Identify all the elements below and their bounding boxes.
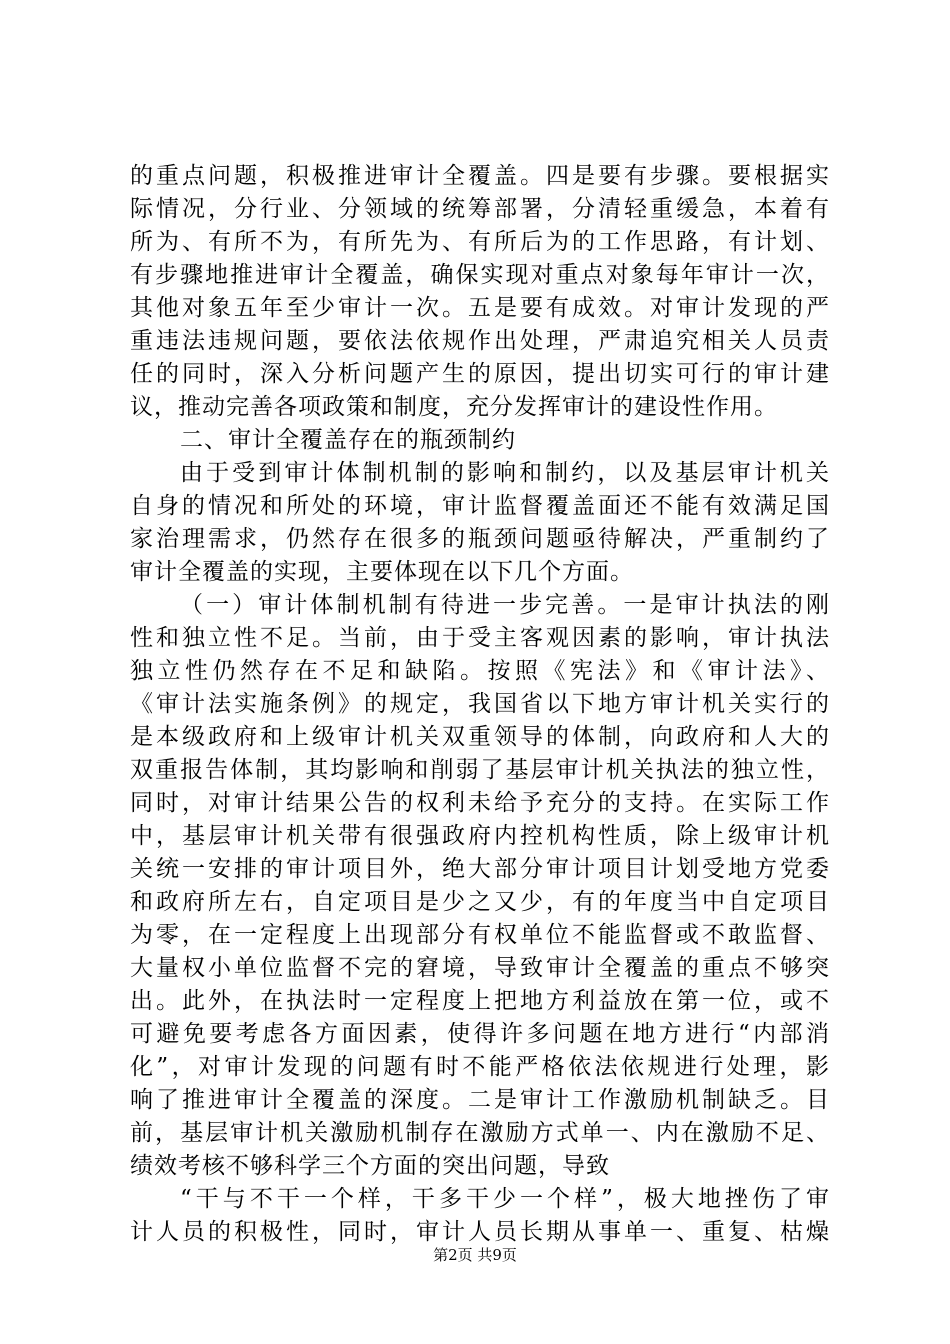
text-line: 任的同时，深入分析问题产生的原因，提出切实可行的审计建	[130, 361, 830, 387]
text-line: 二、审计全覆盖存在的瓶颈制约	[180, 427, 516, 453]
text-line: 家治理需求，仍然存在很多的瓶颈问题亟待解决，严重制约了	[130, 526, 830, 552]
text-line: 化”，对审计发现的问题有时不能严格依法依规进行处理，影	[130, 1054, 830, 1080]
text-line: 的重点问题，积极推进审计全覆盖。四是要有步骤。要根据实	[130, 163, 830, 189]
text-line: 际情况，分行业、分领域的统筹部署，分清轻重缓急，本着有	[130, 196, 830, 222]
text-line: 议，推动完善各项政策和制度，充分发挥审计的建设性作用。	[130, 394, 778, 420]
text-line: 响了推进审计全覆盖的深度。二是审计工作激励机制缺乏。目	[130, 1087, 830, 1113]
text-line: 独立性仍然存在不足和缺陷。按照《宪法》和《审计法》、	[130, 658, 830, 684]
text-line: 双重报告体制，其均影响和削弱了基层审计机关执法的独立性，	[130, 757, 830, 783]
text-line: “干与不干一个样，干多干少一个样”，极大地挫伤了审	[180, 1186, 830, 1212]
document-body	[130, 160, 830, 1249]
text-line: 由于受到审计体制机制的影响和制约，以及基层审计机关	[180, 460, 830, 486]
text-line: 和政府所左右，自定项目是少之又少，有的年度当中自定项目	[130, 889, 830, 915]
text-line: 有步骤地推进审计全覆盖，确保实现对重点对象每年审计一次，	[130, 262, 830, 288]
text-line: 可避免要考虑各方面因素，使得许多问题在地方进行“内部消	[130, 1021, 830, 1047]
text-line: 其他对象五年至少审计一次。五是要有成效。对审计发现的严	[130, 295, 830, 321]
text-line: 为零，在一定程度上出现部分有权单位不能监督或不敢监督、	[130, 922, 830, 948]
text-line: 大量权小单位监督不完的窘境，导致审计全覆盖的重点不够突	[130, 955, 830, 981]
text-line: 所为、有所不为，有所先为、有所后为的工作思路，有计划、	[130, 229, 830, 255]
text-line: 出。此外，在执法时一定程度上把地方利益放在第一位，或不	[130, 988, 830, 1014]
text-line: 自身的情况和所处的环境，审计监督覆盖面还不能有效满足国	[130, 493, 830, 519]
text-line: 是本级政府和上级审计机关双重领导的体制，向政府和人大的	[130, 724, 830, 750]
text-line: 前，基层审计机关激励机制存在激励方式单一、内在激励不足、	[130, 1120, 830, 1146]
text-line: 关统一安排的审计项目外，绝大部分审计项目计划受地方党委	[130, 856, 830, 882]
page-footer: 第2页 共9页	[433, 1246, 517, 1264]
text-line: 中，基层审计机关带有很强政府内控机构性质，除上级审计机	[130, 823, 830, 849]
text-line: 《审计法实施条例》的规定，我国省以下地方审计机关实行的	[130, 691, 830, 717]
text-line: 同时，对审计结果公告的权利未给予充分的支持。在实际工作	[130, 790, 830, 816]
text-line: 审计全覆盖的实现，主要体现在以下几个方面。	[130, 559, 634, 585]
text-line: （一）审计体制机制有待进一步完善。一是审计执法的刚	[180, 592, 830, 618]
text-line: 性和独立性不足。当前，由于受主客观因素的影响，审计执法	[130, 625, 830, 651]
text-line: 计人员的积极性，同时，审计人员长期从事单一、重复、枯燥	[130, 1219, 830, 1245]
text-line: 重违法违规问题，要依法依规作出处理，严肃追究相关人员责	[130, 328, 830, 354]
text-line: 绩效考核不够科学三个方面的突出问题，导致	[130, 1153, 610, 1179]
